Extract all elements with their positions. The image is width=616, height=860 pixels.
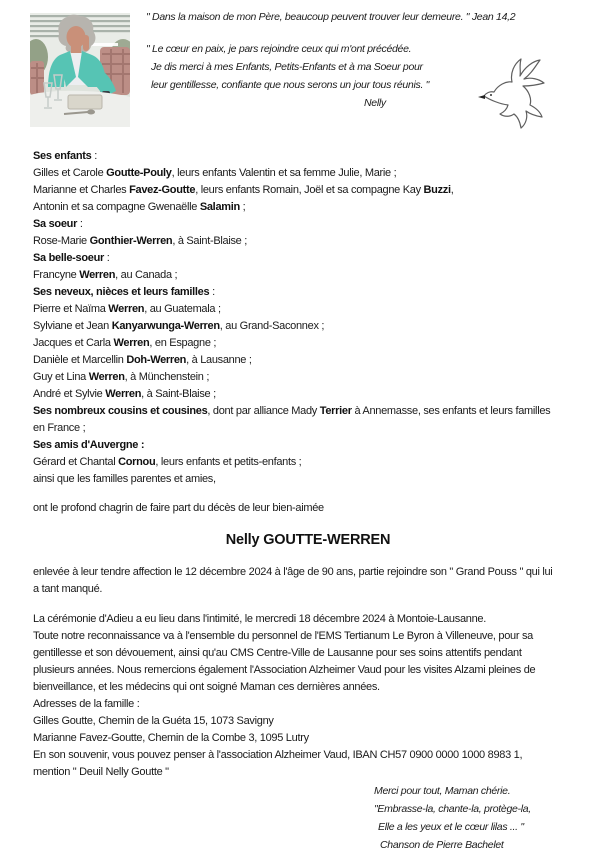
- text-line: " Le cœur en paix, je pars rejoindre ceux qui m'ont précédée.: [146, 43, 412, 55]
- text-line: Gilles Goutte, Chemin de la Guéta 15, 1073 Savigny: [33, 715, 274, 727]
- header: [0, 0, 616, 140]
- text-line: a tant manqué.: [33, 583, 103, 595]
- family-line: Sa soeur :: [33, 218, 83, 230]
- bible-quote: " Dans la maison de mon Père, beaucoup peuvent trouver leur demeure. " Jean 14,2: [146, 11, 516, 23]
- family-line: André et Sylvie Werren, à Saint-Blaise ;: [33, 388, 216, 400]
- death-paragraph: [33, 564, 616, 598]
- family-line: Jacques et Carla Werren, en Espagne ;: [33, 337, 217, 349]
- text-line: Marianne Favez-Goutte, Chemin de la Combe 3, 1095 Lutry: [33, 732, 309, 744]
- text-line: mention " Deuil Nelly Goutte ": [33, 766, 169, 778]
- family-line: Ses enfants :: [33, 150, 97, 162]
- text-line: leur gentillesse, confiante que nous serons un jour tous réunis. ": [151, 79, 430, 91]
- text-line: plusieurs années. Nous remercions également l'Association Alzheimer Vaud pour les visites Alzami pleines de: [33, 664, 536, 676]
- dove-icon: [476, 53, 554, 133]
- closing-quote: [374, 782, 616, 854]
- text-line: gentillesse et son dévouement, ainsi qu'au CMS Centre-Ville de Lausanne pour ses soins attentifs pendant: [33, 647, 522, 659]
- family-list: [33, 148, 616, 488]
- family-line: Ses neveux, nièces et leurs familles :: [33, 286, 215, 298]
- text-line: "Embrasse-la, chante-la, protège-la,: [374, 803, 531, 815]
- ceremony-paragraph: [33, 611, 616, 781]
- text-line: enlevée à leur tendre affection le 12 décembre 2024 à l'âge de 90 ans, partie rejoindre son " Grand Pouss " qui lui: [33, 566, 553, 578]
- text-line: bienveillance, et les médecins qui ont soigné Maman ces dernières années.: [33, 681, 380, 693]
- text-line: Merci pour tout, Maman chérie.: [374, 785, 511, 797]
- family-line: Antonin et sa compagne Gwenaëlle Salamin ;: [33, 201, 246, 213]
- text-line: Chanson de Pierre Bachelet: [380, 839, 504, 851]
- family-line: Guy et Lina Werren, à Münchenstein ;: [33, 371, 210, 383]
- text-line: Toute notre reconnaissance va à l'ensemble du personnel de l'EMS Tertianum Le Byron à Villeneuve, pour sa: [33, 630, 534, 642]
- family-line: Sylviane et Jean Kanyarwunga-Werren, au Grand-Saconnex ;: [33, 320, 325, 332]
- text-line: Adresses de la famille :: [33, 698, 140, 710]
- deceased-name: Nelly GOUTTE-WERREN: [225, 532, 391, 548]
- family-line: Marianne et Charles Favez-Goutte, leurs enfants Romain, Joël et sa compagne Kay Buzzi,: [33, 184, 454, 196]
- text-line: La cérémonie d'Adieu a eu lieu dans l'intimité, le mercredi 18 décembre 2024 à Montoie-Lausanne.: [33, 613, 486, 625]
- text-line: Elle a les yeux et le cœur lilas ... ": [378, 821, 524, 833]
- family-line: en France ;: [33, 422, 86, 434]
- portrait-photo: [30, 13, 130, 127]
- family-line: Danièle et Marcellin Doh-Werren, à Lausanne ;: [33, 354, 252, 366]
- family-line: Pierre et Naïma Werren, au Guatemala ;: [33, 303, 221, 315]
- family-line: Gilles et Carole Goutte-Pouly, leurs enfants Valentin et sa femme Julie, Marie ;: [33, 167, 397, 179]
- portrait-illustration: [30, 13, 130, 127]
- family-line: Sa belle-soeur :: [33, 252, 110, 264]
- text-line: En son souvenir, vous pouvez penser à l'association Alzheimer Vaud, IBAN CH57 0900 0000 1000 8983 1,: [33, 749, 523, 761]
- family-line: Ses nombreux cousins et cousines, dont par alliance Mady Terrier à Annemasse, ses enfants et leurs familles: [33, 405, 551, 417]
- family-line: Gérard et Chantal Cornou, leurs enfants et petits-enfants ;: [33, 456, 302, 468]
- family-line: ainsi que les familles parentes et amies,: [33, 473, 216, 485]
- quote-signature: Nelly: [364, 97, 386, 109]
- family-line: Ses amis d'Auvergne :: [33, 439, 145, 451]
- announcement-line: ont le profond chagrin de faire part du décès de leur bien-aimée: [33, 502, 324, 514]
- family-line: Francyne Werren, au Canada ;: [33, 269, 178, 281]
- text-line: Je dis merci à mes Enfants, Petits-Enfants et à ma Soeur pour: [151, 61, 423, 73]
- family-line: Rose-Marie Gonthier-Werren, à Saint-Blaise ;: [33, 235, 248, 247]
